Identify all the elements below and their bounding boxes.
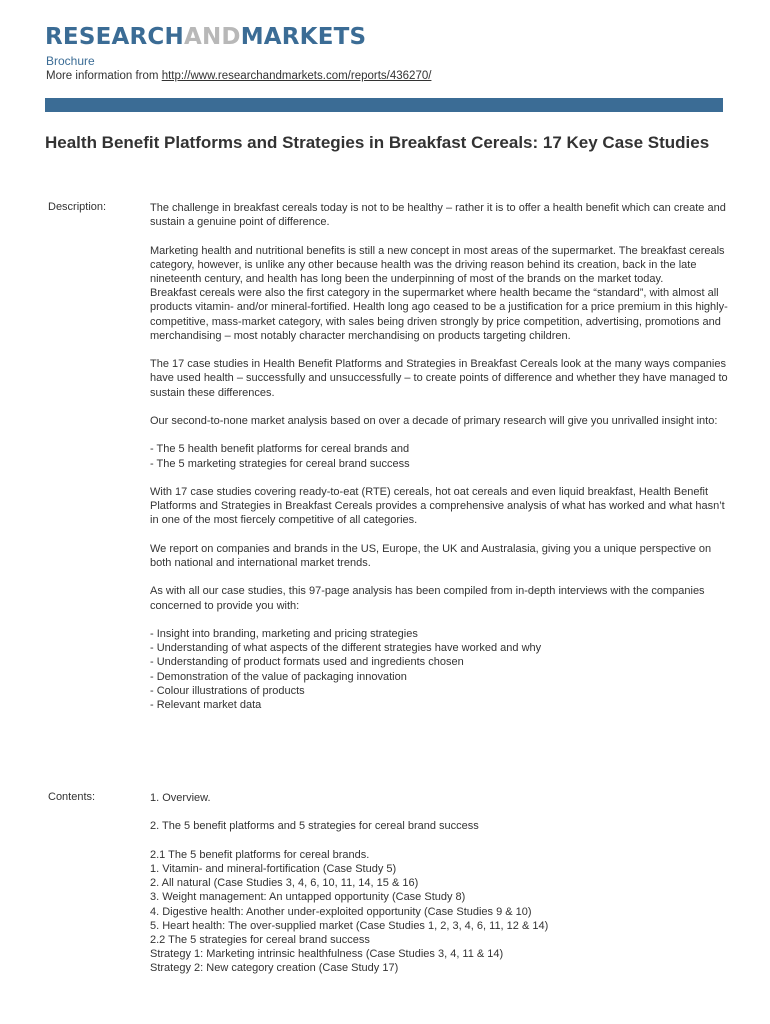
brochure-label: Brochure	[46, 54, 95, 68]
text-line: - Understanding of product formats used and ingredients chosen	[150, 656, 464, 669]
more-info-line	[46, 70, 431, 82]
paragraph	[150, 357, 728, 400]
text-line: Breakfast cereals were also the first category in the supermarket where health became the “standard”, with almost all products vitamin- and/or mineral-fortified. Health long ago ceased to be a justification for a price premium in this highly-competitive, mass-market category, with sales being driven strongly by price competition, advertising, promotions and merchandising – most notably character merchandising on products targeting children.	[150, 287, 728, 342]
description-body	[150, 201, 728, 726]
text-line: The 17 case studies in Health Benefit Platforms and Strategies in Breakfast Cereals look at the many ways companies have used health – successfully and unsuccessfully – to create points of difference and whether they have managed to sustain these differences.	[150, 358, 728, 399]
text-line: 1. Overview.	[150, 792, 211, 804]
logo-research: RESEARCH	[45, 24, 184, 50]
text-line: - The 5 health benefit platforms for cereal brands and	[150, 443, 410, 456]
paragraph	[150, 414, 728, 428]
text-line: Strategy 2: New category creation (Case Study 17)	[150, 962, 399, 975]
text-line: - The 5 marketing strategies for cereal brand success	[150, 457, 410, 470]
text-line: - Relevant market data	[150, 698, 262, 711]
logo-and: AND	[183, 24, 241, 50]
text-line: 3. Weight management: An untapped opportunity (Case Study 8)	[150, 891, 466, 904]
text-line: - Demonstration of the value of packaging innovation	[150, 670, 407, 683]
paragraph	[150, 848, 728, 976]
text-line: 5. Heart health: The over-supplied market (Case Studies 1, 2, 3, 4, 6, 11, 12 & 14)	[150, 919, 549, 932]
paragraph	[150, 244, 728, 343]
contents-body	[150, 791, 728, 990]
description-label: Description:	[48, 201, 107, 213]
logo-markets: MARKETS	[240, 24, 367, 50]
text-line: 1. Vitamin- and mineral-fortification (Case Study 5)	[150, 862, 397, 875]
paragraph	[150, 542, 728, 570]
text-line: - Insight into branding, marketing and pricing strategies	[150, 627, 418, 640]
header-bar	[45, 98, 723, 112]
logo	[45, 22, 366, 52]
text-line: 4. Digestive health: Another under-exploited opportunity (Case Studies 9 & 10)	[150, 905, 532, 918]
paragraph	[150, 485, 728, 528]
paragraph	[150, 442, 728, 470]
text-line: 2.2 The 5 strategies for cereal brand success	[150, 934, 370, 946]
paragraph	[150, 201, 728, 229]
paragraph	[150, 819, 728, 833]
report-link[interactable]: http://www.researchandmarkets.com/reports/436270/	[161, 70, 432, 82]
text-line: - Colour illustrations of products	[150, 684, 305, 697]
text-line: 2. All natural (Case Studies 3, 4, 6, 10, 11, 14, 15 & 16)	[150, 877, 419, 890]
text-line: Marketing health and nutritional benefits is still a new concept in most areas of the supermarket. The breakfast cereals category, however, is unlike any other because health was the driving reason behind its creation, back in the late nineteenth century, and health has long been the underpinning of most of the brands on the market today.	[150, 244, 725, 285]
text-line: With 17 case studies covering ready-to-eat (RTE) cereals, hot oat cereals and even liquid breakfast, Health Benefit Platforms and Strategies in Breakfast Cereals provides a comprehensive analysis of what has worked and what hasn’t in one of the most fiercely competitive of all categories.	[150, 485, 725, 527]
text-line: We report on companies and brands in the US, Europe, the UK and Australasia, giving you a unique perspective on both national and international market trends.	[150, 542, 712, 569]
text-line: The challenge in breakfast cereals today is not to be healthy – rather it is to offer a health benefit which can create and sustain a genuine point of difference.	[150, 202, 726, 229]
more-info-prefix: More information from	[46, 70, 162, 82]
paragraph	[150, 584, 728, 612]
page-title: Health Benefit Platforms and Strategies in Breakfast Cereals: 17 Key Case Studies	[45, 133, 710, 152]
text-line: Our second-to-none market analysis based on over a decade of primary research will give you unrivalled insight into:	[150, 415, 718, 427]
text-line: 2.1 The 5 benefit platforms for cereal brands.	[150, 848, 370, 861]
paragraph	[150, 791, 728, 805]
text-line: As with all our case studies, this 97-page analysis has been compiled from in-depth interviews with the companies concerned to provide you with:	[150, 585, 705, 612]
contents-label: Contents:	[48, 791, 96, 803]
paragraph	[150, 627, 728, 712]
text-line: 2. The 5 benefit platforms and 5 strategies for cereal brand success	[150, 820, 479, 833]
text-line: - Understanding of what aspects of the different strategies have worked and why	[150, 642, 542, 655]
text-line: Strategy 1: Marketing intrinsic healthfulness (Case Studies 3, 4, 11 & 14)	[150, 948, 504, 961]
